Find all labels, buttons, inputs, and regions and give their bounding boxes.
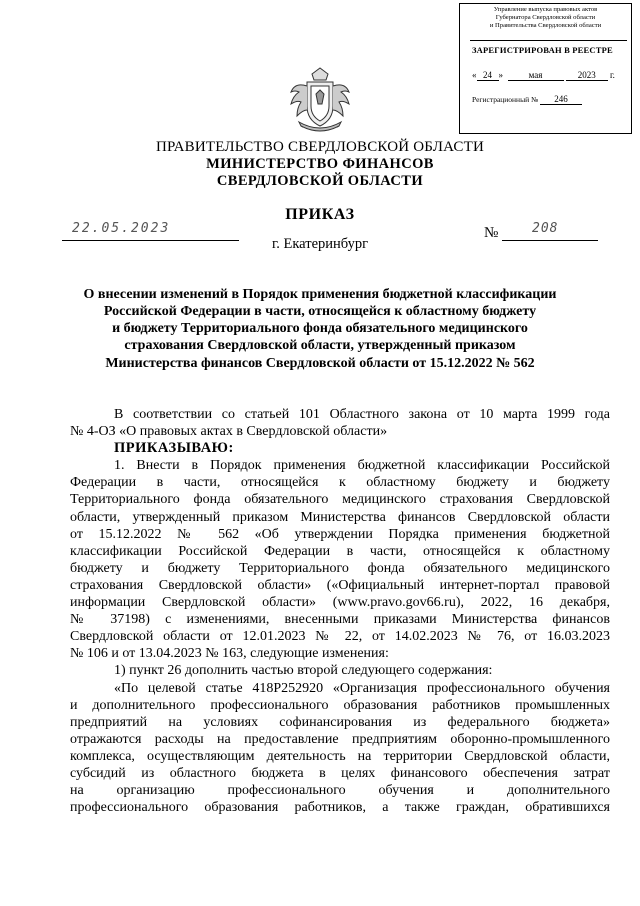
stamp-month: мая xyxy=(508,70,564,81)
stamp-header-line: Управление выпуска правовых актов xyxy=(493,6,598,13)
stamp-divider xyxy=(470,40,627,41)
number-sign: № xyxy=(484,225,499,241)
body-line: отражаются расходы на предоставление предприятиям оборонно-промышленного xyxy=(70,731,610,747)
body-line: «По целевой статье 418Р252920 «Организация профессионального обучения xyxy=(114,680,610,696)
document-title-line: О внесении изменений в Порядок применения бюджетной классификации xyxy=(83,287,557,302)
stamp-header-line: и Правительства Свердловской области xyxy=(489,22,602,29)
stamp-reg-number xyxy=(472,94,582,105)
body-line: комплекса, осуществляющим деятельность на территории Свердловской области, xyxy=(70,748,610,764)
ministry-name-line2: СВЕРДЛОВСКОЙ ОБЛАСТИ xyxy=(216,173,424,189)
stamp-date: « 24 » мая 2023 г. xyxy=(472,70,615,80)
body-line: Территориального фонда обязательного медицинского страхования Свердловской xyxy=(70,492,610,508)
document-title-line: страхования Свердловской области, утвержденный приказом xyxy=(124,338,516,353)
city: г. Екатеринбург xyxy=(271,236,369,252)
body-line: информации Свердловской области» (www.pravo.gov66.ru), 2022, 16 декабря, xyxy=(70,595,610,611)
stamp-year: 2023 xyxy=(566,70,608,81)
body-line: предприятий на условиях софинансирования из федерального бюджета» xyxy=(70,714,610,730)
document-title-line: Российской Федерации в части, относящейся к областному бюджету xyxy=(103,304,537,319)
body-line: № 106 и от 13.04.2023 № 163, следующие изменения: xyxy=(70,646,389,662)
body-line: на организацию профессионального обучения и дополнительного xyxy=(70,783,610,799)
coat-of-arms-icon xyxy=(285,66,355,136)
government-name: ПРАВИТЕЛЬСТВО СВЕРДЛОВСКОЙ ОБЛАСТИ xyxy=(155,139,485,155)
document-body xyxy=(70,406,610,816)
body-line: 1. Внести в Порядок применения бюджетной классификации Российской xyxy=(114,458,610,474)
body-line: от 15.12.2022 № 562 «Об утверждении Порядка применения бюджетной xyxy=(70,526,610,542)
document-title-line: Министерства финансов Свердловской области от 15.12.2022 № 562 xyxy=(105,356,535,371)
body-line: субсидий из областного бюджета в целях финансового обеспечения затрат xyxy=(70,765,610,781)
stamp-day: 24 xyxy=(477,70,499,81)
stamp-header xyxy=(462,6,629,30)
registration-stamp xyxy=(459,3,632,134)
body-line: 1) пункт 26 дополнить частью второй следующего содержания: xyxy=(114,663,493,679)
handwritten-number: 208 xyxy=(532,221,559,236)
body-line: Федерации в части, относящейся к областному бюджету и бюджету xyxy=(70,475,610,491)
document-title-line: и бюджету Территориального фонда обязательного медицинского xyxy=(112,321,528,336)
body-line: № 37198) с изменениями, внесенными приказами Министерства финансов xyxy=(70,612,610,628)
stamp-reg-value: 246 xyxy=(540,94,582,105)
stamp-year-suffix: г. xyxy=(610,70,615,80)
stamp-reg-label: Регистрационный № xyxy=(472,95,539,104)
body-line: В соответствии со статьей 101 Областного закона от 10 марта 1999 года xyxy=(114,407,610,422)
body-line: № 4-ОЗ «О правовых актах в Свердловской области» xyxy=(70,424,388,440)
body-line: Свердловской области от 12.01.2023 № 22, от 14.02.2023 № 76, от 16.03.2023 xyxy=(70,629,610,645)
body-line: классификации Российской Федерации в части, относящейся к областному xyxy=(70,543,610,559)
body-line: и дополнительного профессионального образования работников промышленных xyxy=(70,697,610,713)
body-line: страхования Свердловской области» («Официальный интернет-портал правовой xyxy=(70,577,610,593)
handwritten-date: 22.05.2023 xyxy=(72,221,171,236)
body-line: бюджету и бюджету Территориального фонда обязательного медицинского xyxy=(70,560,610,576)
stamp-registered-label: ЗАРЕГИСТРИРОВАН В РЕЕСТРЕ xyxy=(472,45,613,55)
ministry-name-line1: МИНИСТЕРСТВО ФИНАНСОВ xyxy=(206,156,434,172)
body-line: профессионального образования работников, а также граждан, обратившихся xyxy=(70,800,610,816)
document-type: ПРИКАЗ xyxy=(285,206,355,223)
stamp-header-line: Губернатора Свердловской области xyxy=(495,14,596,21)
body-line: области, утвержденный приказом Министерства финансов Свердловской области xyxy=(70,509,610,525)
prikazyvayu-heading: ПРИКАЗЫВАЮ: xyxy=(114,440,234,457)
